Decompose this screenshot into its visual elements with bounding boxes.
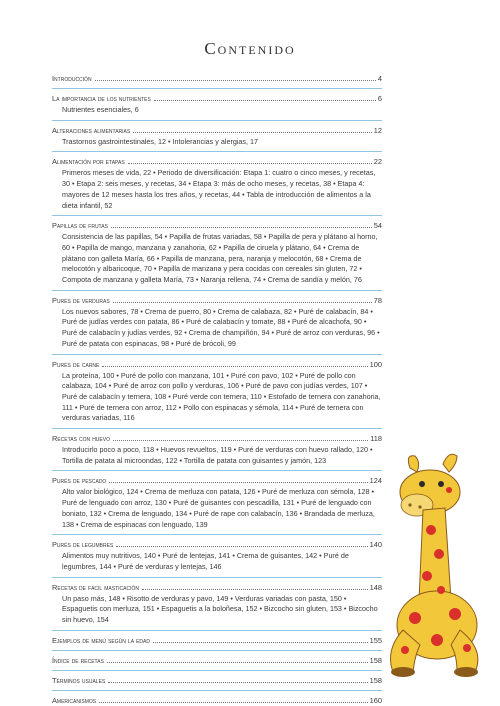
- toc-entry-page: 78: [373, 295, 382, 305]
- toc-entry-title: Alteraciones alimentarias: [52, 125, 131, 135]
- dot-leader: [107, 662, 368, 663]
- toc-entry-subtopics: Un paso más, 148 • Risotto de verduras y pavo, 149 • Verduras variadas con pasta, 150 • Espaguetis con merluza, 151 • Espaguetis a la boloñesa, 152 • Bizcocho sin gluten, 153 • Bizcocho sin huevo, 154: [62, 593, 378, 625]
- toc-entry-page: 155: [369, 635, 382, 645]
- toc-entry-heading: [52, 157, 382, 167]
- toc-entry-subtopics: Introducirlo poco a poco, 118 • Huevos revueltos, 119 • Puré de verduras con huevo rallado, 120 • Tortilla de patata al microondas, 122 • Tortilla de patata con guisantes y jamón, 123: [62, 445, 373, 465]
- toc-entry-title: Americanismos: [52, 695, 97, 705]
- dot-leader: [111, 227, 372, 228]
- toc-entry-americanismos[interactable]: [52, 696, 382, 706]
- dot-leader: [116, 546, 367, 547]
- toc-entry-title: Índice de recetas: [52, 655, 104, 665]
- toc-entry-alteraciones-alimentarias[interactable]: [52, 126, 382, 153]
- toc-entry-heading: [52, 696, 382, 706]
- toc-entry-heading: [52, 296, 382, 306]
- toc-entry-heading: [52, 221, 382, 231]
- toc-entry-heading: [52, 94, 382, 104]
- toc-entry-page: 4: [377, 74, 382, 83]
- dot-leader: [95, 80, 376, 81]
- dot-leader: [133, 132, 372, 133]
- toc-entry-subtopics: Alto valor biológico, 124 • Crema de merluza con patata, 126 • Puré de merluza con sémola, 128 • Puré de lenguado con arroz, 130 • Puré de guisantes con pescadilla, 131 • Puré de lenguado con boniato, 132 • Crema de lenguado, 134 • Puré de rape con calabacín, 136 • Brandada de merluza, 138 • Crema de espinacas con lenguado, 139: [62, 487, 375, 529]
- toc-entry-subtopics: La proteína, 100 • Puré de pollo con manzana, 101 • Puré con pavo, 102 • Puré de pollo con calabaza, 104 • Puré de arroz con pollo y verduras, 106 • Puré de pavo con judías verdes, 107 • Puré de calabacín y ternera, 108 • Puré verde con ternera, 110 • Estofado de ternera con zanahoria, 111 • Puré de ternera con arroz, 112 • Pollo con espinacas y sémola, 114 • Puré de ternera con verduras variadas, 116: [62, 370, 381, 423]
- toc-entry-recetas-de-facil-masticacion[interactable]: [52, 583, 382, 631]
- toc-entry-subtopics: Trastornos gastrointestinales, 12 • Intolerancias y alergias, 17: [62, 136, 259, 146]
- toc-entry-page: 158: [369, 655, 382, 665]
- giraffe-illustration: [365, 450, 495, 680]
- toc-entry-heading: [52, 434, 382, 444]
- toc-entry-page: 118: [370, 434, 382, 444]
- toc-entry-heading: [52, 636, 382, 646]
- toc-entry-pures-de-verduras[interactable]: [52, 296, 382, 355]
- toc-entry-subtopics: Nutrientes esenciales, 6: [62, 105, 139, 114]
- toc-entry-title: Ejemplos de menú según la edad: [52, 635, 150, 645]
- toc-entry-page: 148: [369, 582, 382, 592]
- toc-entry-title: Purés de verduras: [52, 295, 110, 305]
- toc-entry-alimentacion-por-etapas[interactable]: [52, 157, 382, 216]
- toc-entry-recetas-con-huevo[interactable]: [52, 434, 382, 471]
- toc-entry-pures-de-legumbres[interactable]: [52, 540, 382, 577]
- toc-entry-subtopics: Los nuevos sabores, 78 • Crema de puerro, 80 • Crema de calabaza, 82 • Puré de calabacín, 84 • Puré de judías verdes con patata, 86 • Puré de calabacín y tomate, 88 • Puré de alcachofa, 90 • Puré de calabacín y judías verdes, 92 • Crema de champiñón, 94 • Puré de arroz con verduras, 96 • Puré de patata con espinacas, 98 • Puré de brócoli, 99: [62, 306, 380, 348]
- toc-entry-title: Purés de carne: [52, 359, 100, 369]
- toc-entry-page: 12: [373, 125, 382, 135]
- toc-entry-page: 158: [369, 675, 382, 685]
- toc-entry-subtopics: Primeros meses de vida, 22 • Periodo de diversificación: Etapa 1: cuatro o cinco meses, y recetas, 30 • Etapa 2: seis meses, y recetas, 34 • Etapa 3: más de ocho meses, y recetas, 38 • Etapa 4: mayores de 12 meses hasta los tres años, y recetas, 44 • Tabla de introducción de alimentos a la dieta infantil, 52: [62, 168, 376, 210]
- toc-entry-heading: [52, 360, 382, 370]
- dot-leader: [113, 440, 368, 441]
- page-title: Contenido: [204, 39, 296, 58]
- dot-leader: [109, 482, 367, 483]
- dot-leader: [108, 682, 367, 683]
- toc-entry-heading: [52, 476, 382, 486]
- dot-leader: [153, 642, 368, 643]
- toc-entry-terminos-usuales[interactable]: [52, 676, 382, 691]
- toc-entry-title: Purés de legumbres: [52, 540, 114, 550]
- toc-entry-page: 124: [369, 476, 382, 486]
- toc-entry-title: Recetas de fácil masticación: [52, 582, 139, 592]
- table-of-contents: [52, 74, 382, 706]
- toc-entry-la-importancia-de-los-nutrientes[interactable]: [52, 94, 382, 121]
- toc-entry-subtopics: Alimentos muy nutritivos, 140 • Puré de lentejas, 141 • Crema de guisantes, 142 • Puré de legumbres, 144 • Puré de verduras y lentejas, 146: [62, 551, 349, 571]
- dot-leader: [102, 366, 367, 367]
- toc-entry-heading: [52, 74, 382, 84]
- toc-entry-title: Términos usuales: [52, 675, 106, 685]
- dot-leader: [128, 163, 372, 164]
- dot-leader: [142, 589, 368, 590]
- toc-entry-page: 54: [373, 221, 382, 231]
- toc-entry-page: 100: [369, 359, 382, 369]
- toc-entry-heading: [52, 126, 382, 136]
- toc-entry-heading: [52, 540, 382, 550]
- toc-entry-page: 140: [369, 540, 382, 550]
- toc-entry-subtopics: Consistencia de las papillas, 54 • Papilla de frutas variadas, 58 • Papilla de pera y plátano al horno, 60 • Papilla de mango, manzana y zanahoria, 62 • Papilla de ciruela y plátano, 64 • Crema de plátano con galleta María, 66 • Papilla de manzana, pera, naranja y melocotón, 68 • Crema de melocotón y albaricoque, 70 • Papilla de manzana y pera cocidas con cereales sin gluten, 72 • Compota de manzana y galleta María, 73 • Naranja rellena, 74 • Crema de sandía y melón, 76: [62, 232, 378, 285]
- toc-entry-heading: [52, 676, 382, 686]
- toc-entry-heading: [52, 656, 382, 666]
- toc-entry-title: Recetas con huevo: [52, 434, 110, 444]
- toc-entry-page: 6: [377, 94, 382, 103]
- toc-entry-title: La importancia de los nutrientes: [52, 94, 151, 103]
- toc-entry-page: 160: [369, 695, 382, 705]
- toc-entry-title: Introducción: [52, 74, 92, 83]
- toc-entry-ejemplos-de-menu-segun-la-edad[interactable]: [52, 636, 382, 651]
- dot-leader: [113, 302, 372, 303]
- dot-leader: [154, 100, 376, 101]
- toc-entry-introduccion[interactable]: [52, 74, 382, 89]
- toc-entry-indice-de-recetas[interactable]: [52, 656, 382, 671]
- toc-entry-title: Alimentación por etapas: [52, 157, 125, 167]
- toc-entry-title: Papillas de frutas: [52, 221, 108, 231]
- toc-entry-page: 22: [373, 157, 382, 167]
- toc-entry-pures-de-carne[interactable]: [52, 360, 382, 430]
- toc-entry-papillas-de-frutas[interactable]: [52, 221, 382, 291]
- dot-leader: [99, 702, 368, 703]
- toc-entry-pures-de-pescado[interactable]: [52, 476, 382, 535]
- toc-entry-title: Purés de pescado: [52, 476, 107, 486]
- toc-entry-heading: [52, 583, 382, 593]
